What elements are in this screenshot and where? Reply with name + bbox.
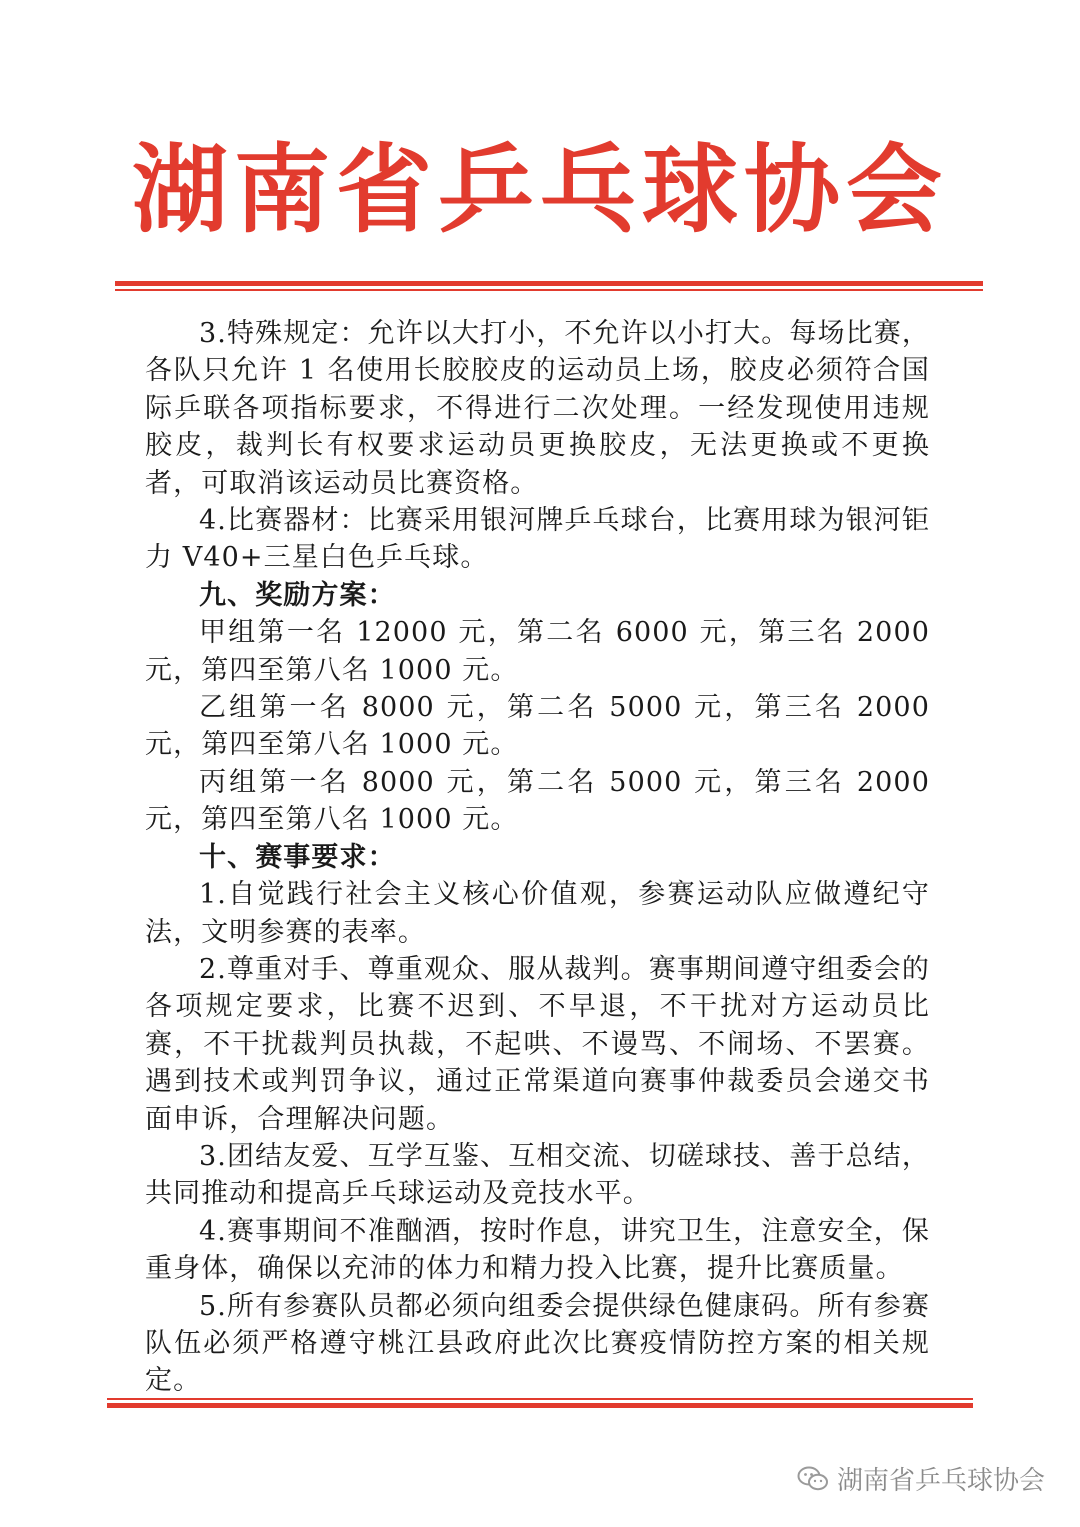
letterhead-divider xyxy=(115,281,983,291)
paragraph-award-group-c: 丙组第一名 8000 元，第二名 5000 元，第三名 2000 元，第四至第八名 1000 元。 xyxy=(145,766,930,836)
wechat-icon xyxy=(797,1465,829,1493)
document-body xyxy=(145,315,930,1400)
letterhead-title: 湖南省乒乓球协会 xyxy=(132,134,948,246)
footer-divider xyxy=(107,1398,973,1408)
watermark-text: 湖南省乒乓球协会 xyxy=(836,1466,1045,1496)
heading-requirements: 十、赛事要求： xyxy=(199,841,396,873)
heading-awards: 九、奖励方案： xyxy=(199,579,396,611)
paragraph-award-group-b: 乙组第一名 8000 元，第二名 5000 元，第三名 2000 元，第四至第八名 1000 元。 xyxy=(145,692,930,761)
paragraph-equipment: 4.比赛器材：比赛采用银河牌乒乓球台，比赛用球为银河钜力 V40+三星白色乒乓球。 xyxy=(145,505,930,574)
paragraph-requirement-1: 1.自觉践行社会主义核心价值观，参赛运动队应做遵纪守法，文明参赛的表率。 xyxy=(145,879,930,948)
paragraph-requirement-5: 5.所有参赛队员都必须向组委会提供绿色健康码。所有参赛队伍必须严格遵守桃江县政府此次比赛疫情防控方案的相关规定。 xyxy=(145,1290,930,1397)
paragraph-special-rules: 3.特殊规定：允许以大打小，不允许以小打大。每场比赛，各队只允许 1 名使用长胶胶皮的运动员上场，胶皮必须符合国际乒联各项指标要求，不得进行二次处理。一经发现使用违规胶皮，裁判长有权要求运动员更换胶皮，无法更换或不更换者，可取消该运动员比赛资格。 xyxy=(145,318,930,499)
paragraph-award-group-a: 甲组第一名 12000 元，第二名 6000 元，第三名 2000 元，第四至第八名 1000 元。 xyxy=(145,617,930,686)
paragraph-requirement-2: 2.尊重对手、尊重观众、服从裁判。赛事期间遵守组委会的各项规定要求，比赛不迟到、不早退，不干扰对方运动员比赛，不干扰裁判员执裁，不起哄、不谩骂、不闹场、不罢赛。遇到技术或判罚争议，通过正常渠道向赛事仲裁委员会递交书面申诉，合理解决问题。 xyxy=(145,953,930,1135)
paragraph-requirement-4: 4.赛事期间不准酗酒，按时作息，讲究卫生，注意安全，保重身体，确保以充沛的体力和精力投入比赛，提升比赛质量。 xyxy=(145,1215,930,1285)
paragraph-requirement-3: 3.团结友爱、互学互鉴、互相交流、切磋球技、善于总结，共同推动和提高乒乓球运动及竞技水平。 xyxy=(145,1140,930,1210)
watermark xyxy=(797,1460,1045,1497)
